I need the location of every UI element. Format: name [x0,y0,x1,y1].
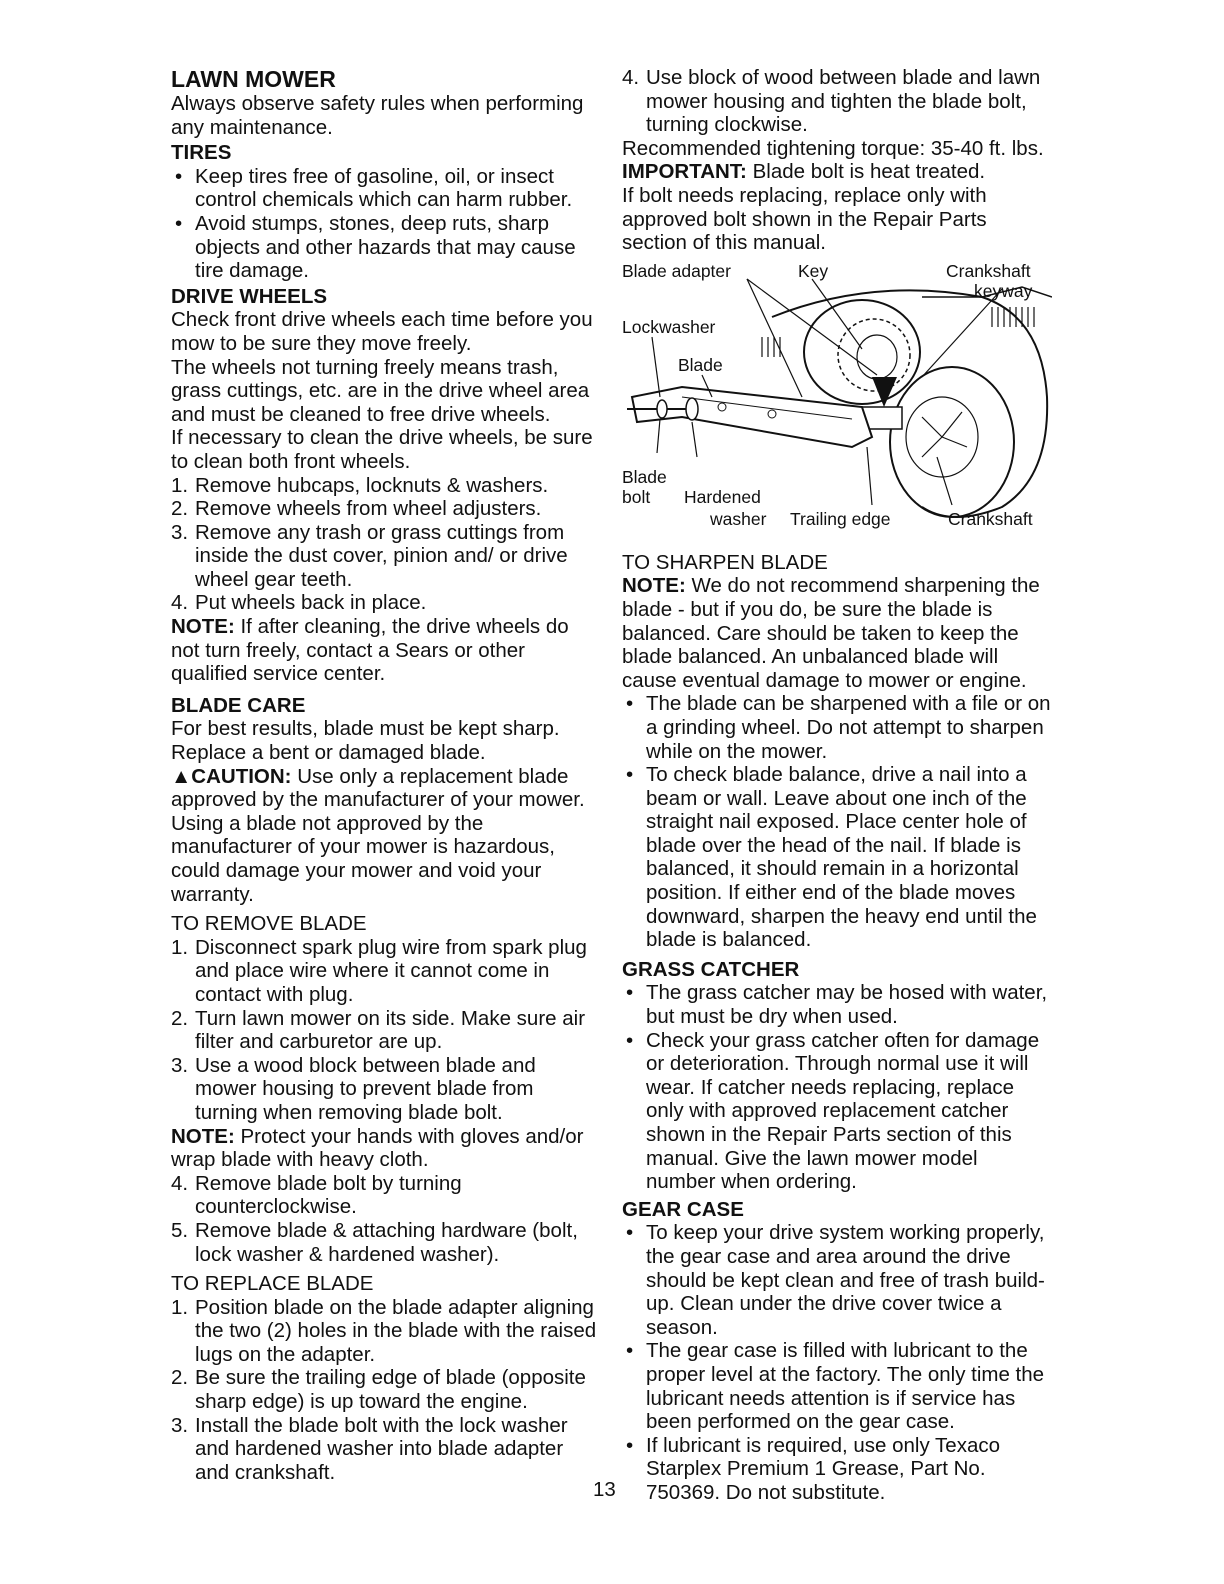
paragraph: Check front drive wheels each time before you mow to be sure they move freely. [171,308,593,355]
left-column [171,66,597,1484]
list-item: 5. Remove blade & attaching hardware (bolt, lock washer & hardened washer). [171,1218,578,1266]
grass-catcher-heading: GRASS CATCHER [622,957,800,981]
sharpen-heading: TO SHARPEN BLADE [622,550,828,574]
paragraph: If bolt needs replacing, replace only with approved bolt shown in the Repair Parts section of this manual. [622,183,987,255]
paragraph: If necessary to clean the drive wheels, be sure to clean both front wheels. [171,426,593,473]
blade-care-heading: BLADE CARE [171,693,306,717]
list-item: • The blade can be sharpened with a file or on a grinding wheel. Do not attempt to sharpen while on the mower. [626,692,1051,763]
list-item: • To keep your drive system working properly, the gear case and area around the drive should be kept clean and free of trash build-up. Clean under the drive cover twice a season. [626,1221,1045,1339]
label-trailing-edge: Trailing edge [790,508,891,529]
remove-blade-steps [171,936,597,1125]
list-item: • Keep tires free of gasoline, oil, or insect control chemicals which can harm rubber. [175,164,573,212]
label-crankshaft-keyway: Crankshaft [946,260,1031,281]
label-crankshaft: Crankshaft [948,508,1033,529]
label-lockwasher: Lockwasher [622,316,716,337]
list-item: 3. Use a wood block between blade and mower housing to prevent blade from turning when removing blade bolt. [171,1053,536,1124]
right-column [622,66,1052,1505]
list-item: 4. Remove blade bolt by turning counterclockwise. [171,1171,462,1219]
list-item: 3. Remove any trash or grass cuttings from inside the dust cover, pinion and/ or drive wheel gear teeth. [171,520,568,591]
label-key: Key [798,260,829,281]
remove-blade-steps-continued [171,1172,597,1266]
gear-case-list [622,1221,1052,1504]
label-blade: Blade [678,354,723,375]
tires-heading: TIRES [171,141,232,165]
gear-case-heading: GEAR CASE [622,1197,744,1221]
warning-icon: ▲ [171,764,192,788]
paragraph: The wheels not turning freely means trash, grass cuttings, etc. are in the drive wheel area and must be cleaned to free drive wheels. [171,355,590,426]
sharpen-list [622,692,1052,952]
list-item: • To check blade balance, drive a nail into a beam or wall. Leave about one inch of the straight nail exposed. Place center hole of blade over the head of the nail. If blade is balanced, it should remain in a horizontal position. If either end of the blade moves downward, sharpen the heavy end until the blade is balanced. [626,763,1037,952]
list-item: 1. Disconnect spark plug wire from spark plug and place wire where it cannot come in contact with plug. [171,935,587,1006]
replace-blade-heading: TO REPLACE BLADE [171,1272,374,1296]
grass-catcher-list [622,981,1052,1193]
list-item: 2. Turn lawn mower on its side. Make sure air filter and carburetor are up. [171,1006,586,1054]
drive-wheels-steps [171,474,597,616]
list-item: 2. Remove wheels from wheel adjusters. [171,497,542,521]
label-blade-bolt: Blade [622,466,667,487]
section-title: LAWN MOWER [171,66,336,92]
list-item: • The grass catcher may be hosed with water, but must be dry when used. [626,981,1048,1029]
remove-blade-heading: TO REMOVE BLADE [171,912,367,936]
page-number: 13 [593,1478,616,1501]
list-item: • Check your grass catcher often for damage or deterioration. Through normal use it will wear. If catcher needs replacing, replace only with approved replacement catcher shown in the Repair Parts section of this manual. Give the lawn mower model number when ordering. [626,1028,1040,1194]
paragraph: For best results, blade must be kept sharp. Replace a bent or damaged blade. [171,717,560,765]
replace-blade-steps [171,1296,597,1485]
important-note: IMPORTANT: Blade bolt is heat treated. [622,160,986,184]
note: NOTE: If after cleaning, the drive wheels do not turn freely, contact a Sears or other qualified service center. [171,615,569,686]
note: NOTE: We do not recommend sharpening the blade - but if you do, be sure the blade is balanced. Care should be taken to keep the blade balanced. An unbalanced blade will cause eventual damage to mower or engine. [622,574,1040,692]
label-hardened-washer: Hardened [684,486,761,507]
list-item: • Avoid stumps, stones, deep ruts, sharp objects and other hazards that may cause tire damage. [175,211,576,283]
drive-wheels-heading: DRIVE WHEELS [171,284,328,308]
list-item: 4. Put wheels back in place. [171,591,427,615]
torque-spec: Recommended tightening torque: 35-40 ft. lbs. [622,136,1044,160]
list-item: 2. Be sure the trailing edge of blade (opposite sharp edge) is up toward the engine. [171,1366,586,1414]
list-item: 1. Remove hubcaps, locknuts & washers. [171,473,549,497]
replace-blade-steps-continued [622,66,1052,137]
list-item: • The gear case is filled with lubricant to the proper level at the factory. The only time the lubricant needs attention is if service has been performed on the gear case. [626,1339,1045,1434]
list-item: 4. Use block of wood between blade and lawn mower housing and tighten the blade bolt, turning clockwise. [622,66,1041,137]
label-blade-bolt-2: bolt [622,486,651,507]
label-hardened-washer-2: washer [710,508,767,529]
list-item: • If lubricant is required, use only Texaco Starplex Premium 1 Grease, Part No. 750369. Do not substitute. [626,1433,1001,1504]
blade-assembly-diagram [622,257,1052,545]
label-blade-adapter: Blade adapter [622,260,731,281]
list-item: 3. Install the blade bolt with the lock washer and hardened washer into blade adapter and crankshaft. [171,1413,568,1484]
caution: ▲CAUTION: Use only a replacement blade approved by the manufacturer of your mower. Using a blade not approved by the manufacturer of your mower is hazardous, could damage your mower and void your warranty. [171,764,585,906]
tires-list [171,165,597,283]
label-crankshaft-keyway-2: keyway [974,280,1033,301]
list-item: 1. Position blade on the blade adapter aligning the two (2) holes in the blade with the raised lugs on the adapter. [171,1295,597,1366]
note: NOTE: Protect your hands with gloves and/or wrap blade with heavy cloth. [171,1124,584,1172]
intro-text: Always observe safety rules when performing any maintenance. [171,92,584,139]
